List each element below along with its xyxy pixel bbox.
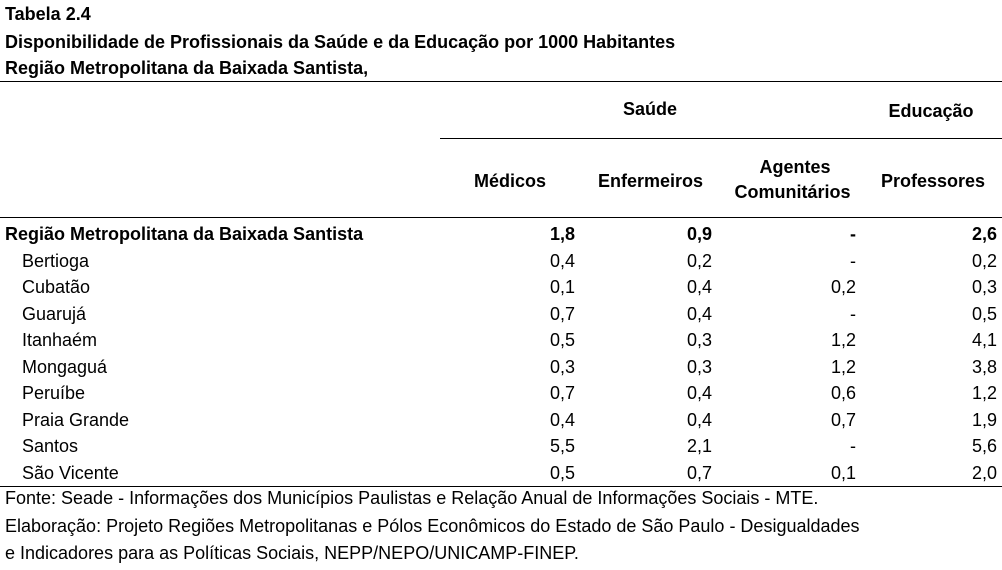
table-row: [0, 355, 1002, 381]
header-rule: [0, 217, 1002, 218]
cell-enfermeiros: 0,4: [686, 383, 712, 403]
header-saude: Saúde: [622, 99, 678, 119]
table-row-total: [0, 222, 1002, 248]
table-row: [0, 381, 1002, 407]
cell-medicos: 0,4: [549, 250, 575, 271]
cell-medicos: 0,1: [549, 277, 575, 297]
row-name: Itanhaém: [22, 330, 98, 350]
cell-agentes: -: [850, 303, 856, 324]
header-medicos: Médicos: [473, 171, 547, 191]
cell-agentes: 0,2: [830, 277, 856, 297]
row-name: Praia Grande: [22, 409, 130, 430]
cell-medicos: 0,7: [549, 383, 575, 403]
cell-medicos: 5,5: [549, 436, 575, 456]
cell-enfermeiros: 0,7: [686, 462, 712, 483]
cell-agentes: 0,7: [830, 409, 856, 430]
footer-source: Fonte: Seade - Informações dos Municípios Paulistas e Relação Anual de Informações Sociais - MTE.: [5, 488, 819, 508]
cell-medicos: 0,3: [549, 356, 575, 377]
cell-agentes: -: [850, 436, 856, 456]
cell-enfermeiros: 0,3: [686, 356, 712, 377]
cell-professores: 4,1: [971, 330, 997, 350]
cell-agentes: 0,6: [830, 383, 856, 403]
footer-elaboration: Elaboração: Projeto Regiões Metropolitanas e Pólos Econômicos do Estado de São Paulo - Desigualdades: [5, 516, 860, 536]
cell-enfermeiros: 0,4: [686, 409, 712, 430]
cell-agentes: 0,1: [830, 462, 856, 483]
row-name: São Vicente: [22, 462, 119, 483]
cell-professores: 0,5: [971, 303, 997, 324]
cell-agentes: 1,2: [830, 356, 856, 377]
table-row: [0, 461, 1002, 487]
table-row: [0, 408, 1002, 434]
cell-professores: 2,6: [971, 224, 997, 244]
cell-medicos: 0,5: [549, 330, 575, 350]
table-row: [0, 302, 1002, 328]
cell-medicos: 0,5: [549, 462, 575, 483]
cell-professores: 5,6: [971, 436, 997, 456]
table-title: Disponibilidade de Profissionais da Saúde e da Educação por 1000 Habitantes: [5, 32, 676, 52]
row-name: Bertioga: [22, 250, 90, 271]
row-name: Santos: [22, 436, 79, 456]
table-row: [0, 328, 1002, 354]
table-row: [0, 249, 1002, 275]
table-row: [0, 275, 1002, 301]
cell-professores: 3,8: [971, 356, 997, 377]
cell-enfermeiros: 0,3: [686, 330, 712, 350]
footer-elaboration-cont: e Indicadores para as Políticas Sociais, NEPP/NEPO/UNICAMP-FINEP.: [5, 543, 579, 563]
header-agentes-line1: Agentes: [759, 157, 831, 177]
row-name: Guarujá: [22, 303, 87, 324]
row-name: Cubatão: [22, 277, 91, 297]
cell-enfermeiros: 0,4: [686, 303, 712, 324]
table-number: Tabela 2.4: [5, 4, 91, 24]
header-agentes-line2: Comunitários: [734, 182, 851, 202]
header-professores: Professores: [880, 171, 986, 191]
row-name: Peruíbe: [22, 383, 86, 403]
cell-agentes: 1,2: [830, 330, 856, 350]
cell-medicos: 0,4: [549, 409, 575, 430]
cell-enfermeiros: 2,1: [686, 436, 712, 456]
cell-medicos: 1,8: [549, 224, 575, 244]
cell-professores: 0,3: [971, 277, 997, 297]
cell-professores: 2,0: [971, 462, 997, 483]
row-name: Mongaguá: [22, 356, 108, 377]
table-row: [0, 434, 1002, 460]
row-name: Região Metropolitana da Baixada Santista: [5, 224, 364, 244]
cell-medicos: 0,7: [549, 303, 575, 324]
cell-enfermeiros: 0,4: [686, 277, 712, 297]
top-rule: [0, 81, 1002, 82]
cell-agentes: -: [850, 224, 856, 244]
bottom-rule: [0, 486, 1002, 487]
table-subtitle: Região Metropolitana da Baixada Santista,: [5, 58, 369, 78]
cell-agentes: -: [850, 250, 856, 271]
cell-professores: 1,9: [971, 409, 997, 430]
header-enfermeiros: Enfermeiros: [597, 171, 704, 191]
cell-professores: 0,2: [971, 250, 997, 271]
cell-professores: 1,2: [971, 383, 997, 403]
header-educacao: Educação: [888, 101, 974, 121]
cell-enfermeiros: 0,9: [686, 224, 712, 244]
cell-enfermeiros: 0,2: [686, 250, 712, 271]
group-rule: [440, 138, 1002, 139]
